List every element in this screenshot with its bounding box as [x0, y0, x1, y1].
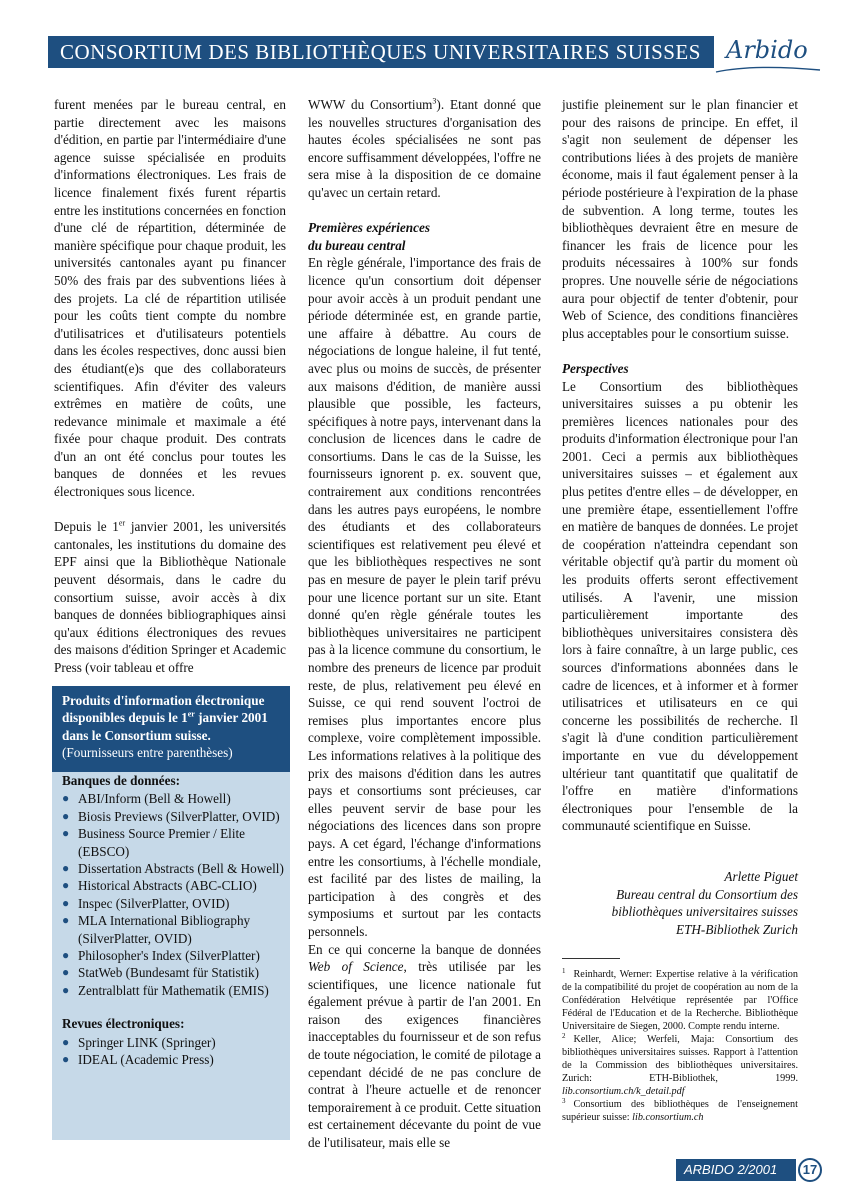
list-item: ● Springer LINK (Springer)	[62, 1034, 286, 1051]
list-item: ● Inspec (SilverPlatter, OVID)	[62, 895, 286, 912]
list-item: ● Biosis Previews (SilverPlatter, OVID)	[62, 808, 286, 825]
list-item: ● Business Source Premier / Elite (EBSCO)	[62, 825, 286, 860]
list-item: ● Historical Abstracts (ABC-CLIO)	[62, 877, 286, 894]
author-signature	[562, 868, 798, 938]
author-name: Arlette Piguet	[724, 869, 798, 884]
page-number: 17	[798, 1158, 822, 1182]
arbido-logo: Arbido	[726, 36, 808, 64]
column-2	[308, 96, 541, 1169]
products-box-body	[62, 772, 286, 1069]
col2-paragraph-2: En règle générale, l'importance des frais de licence qu'un consortium doit dépenser pour avoir accès à un produit pendant une période déterminée est, en grande partie, une affaire à débattre. Au cours de négociations de longue haleine, il fut tenté, avec plus ou moins de succès, de présenter aux maisons d'édition, de manière aussi plausible que possible, les facteurs, spécifiques à notre pays, intervenant dans la conclusion de licences dans le cadre de consortiums. Dans le cas de la Suisse, les fournisseurs ignorent p. ex. souvent que, contrairement aux conditions rencontrées dans les autres pays européens, le nombre des étudiants et des collaborateurs scientifiques est relativement peu élevé et que les bibliothèques respectives ne sont pas en mesure de payer le plein tarif prévu pour une licence portant sur un site. Etant donné qu'en règle générale toutes les bibliothèques universitaires ne participent pas à la licence commune du consortium, le nombre des preneurs de licence par produit reste, de plus, relativement peu élevé en Suisse, ce qui rend souvent l'octroi de remises plus importantes encore plus complexe, voire complètement impossible. Les informations relatives à la politique des prix des maisons d'édition dans les autres pays et consortiums sont précieuses, car elles peuvent servir de base pour les négociations des licences dans son propre pays. A cet égard, l'échange d'informations entre les consortiums, à l'échelle mondiale, est facilité par des listes de mailing, la participation à des congrès et des symposiums et surtout par les contacts personnels.	[308, 255, 541, 939]
col2-paragraph-1: WWW du Consortium$^3$). Etant donné que les nouvelles structures d'organisation des hautes écoles spécialisées ne sont pas encore suffisamment développées, l'offre ne sera mise à la disposition de ce domaine qu'avec un certain retard.	[308, 96, 541, 200]
column-3	[562, 96, 798, 853]
author-affiliation-3: ETH-Bibliothek Zurich	[676, 921, 798, 937]
footnote-2: $^2$ Keller, Alice; Werfeli, Maja: Consortium des bibliothèques universitaires suisses. Rapport à l'attention de la Commission des bibliothèques universitaires. Zurich: ETH-Bibliothek, 1999. lib.consortium.ch/k_detail.pdf	[562, 1031, 798, 1097]
products-box-subheading: (Fournisseurs entre parenthèses)	[62, 745, 233, 761]
list-item: ● ABI/Inform (Bell & Howell)	[62, 790, 286, 807]
list-item: ● Zentralblatt für Mathematik (EMIS)	[62, 982, 286, 999]
section-heading-perspectives: Perspectives	[562, 360, 629, 376]
col2-paragraph-3: En ce qui concerne la banque de données Web of Science, très utilisée par les scientifiques, une licence nationale fut également prévue à partir de l'an 2001. En raison des exigences financières inacceptables du fournisseur et de son refus de toute négociation, le comité de pilotage a cependant décidé de ne pas conclure de contrat à l'heure actuelle et de renoncer temporairement à ce produit. Cette situation est certainement décevante du point de vue de l'utilisateur, mais elle se	[308, 941, 541, 1151]
footnote-1: $^1$ Reinhardt, Werner: Expertise relative à la vérification de la compatibilité du projet de coopération au nom de la Confédération Helvétique représentée par l'Office Fédéral de l'Education et de la Recherche. Bibliothèque Universitaire de Siegen, 2000. Compte rendu interne.	[562, 966, 798, 1032]
author-affiliation-1: Bureau central du Consortium des	[616, 886, 798, 902]
list-item: ● StatWeb (Bundesamt für Statistik)	[62, 964, 286, 981]
journals-list	[62, 1034, 286, 1069]
section-heading-experiences: Premières expériences	[308, 220, 430, 236]
header-banner	[48, 36, 714, 68]
journals-heading: Revues électroniques:	[62, 1016, 185, 1032]
column-1	[54, 96, 286, 694]
author-affiliation-2: bibliothèques universitaires suisses	[611, 904, 798, 920]
databases-heading: Banques de données:	[62, 773, 180, 788]
databases-list	[62, 790, 286, 999]
col3-paragraph-2: Le Consortium des bibliothèques universitaires suisses a pu obtenir les premières licences nationales pour des produits d'information électronique pour l'an 2001. Ceci a permis aux bibliothèques universitaires suisses – et également aux plus petites d'entre elles – de développer, en une première étape, essentiellement l'offre en matière de banques de données. Le projet de coopération n'atteindra cependant son véritable objectif qu'à partir du moment où les produits offerts seront effectivement utilisés. A l'avenir, une mission particulièrement importante des bibliothèques universitaires consistera dès lors à faire connaître, à un large public, ces sources d'informations abonnées dans le cadre de licences, et à informer et à former utilisatrices et utilisateurs en ce qui concerne les possibilités de recherche. Il s'agit là d'une condition particulièrement importante en vue du développement ultérieur tant quantitatif que qualitatif de l'offre en matière d'informations électroniques pour l'ensemble de la communauté scientifique en Suisse.	[562, 378, 798, 834]
footer-issue-bar	[676, 1159, 796, 1181]
list-item: ● IDEAL (Academic Press)	[62, 1051, 286, 1068]
col3-paragraph-1: justifie pleinement sur le plan financier et pour des raisons de principe. En effet, il s'agit non seulement de dépenser les contributions liées à des projets de manière économe, mais il faut également penser à la période postérieure à l'expiration de la phase de subvention. A long terme, toutes les bibliothèques devraient être en mesure de financer les frais de licence pour les produits nécessaires à 100% sur fonds propres. Une nouvelle série de négociations aura pour objectif de tenter d'obtenir, pour Web of Science, des conditions financières plus acceptables pour le consortium suisse.	[562, 97, 798, 341]
logo-swoosh	[714, 66, 824, 76]
footnote-rule	[562, 958, 620, 959]
footnote-3: $^3$ Consortium des bibliothèques de l'enseignement supérieur suisse: lib.consortium.ch	[562, 1096, 798, 1123]
products-box-heading: Produits d'information électronique disponibles depuis le 1er janvier 2001 dans le Consortium suisse. (Fournisseurs entre parenthèses)	[52, 686, 290, 772]
col1-paragraph-1: furent menées par le bureau central, en partie directement avec les maisons d'édition, en partie par l'intermédiaire d'une agence suisse spécialisée en produits d'informations électroniques. Les frais de licence finalement fixés furent répartis entre les institutions concernées en fonction d'une clé de répartition, déterminée de manière spécifique pour chaque produit, les universités cantonales ayant pu financer 50% des frais par des subventions liées à des projets. La clé de répartition utilisée pour les coûts tient compte du nombre d'utilisatrices et d'utilisateurs potentiels dans les écoles respectives, donc aussi bien des étudiant(e)s que des collaborateurs scientifiques. Afin d'éviter des valeurs extrêmes en matière de coûts, une redevance minimale et maximale a été fixée pour chaque produit. Des contrats d'un an ont été conclus pour toutes les banques de données et les revues électroniques sous licence.	[54, 97, 286, 500]
list-item: ● MLA International Bibliography (SilverPlatter, OVID)	[62, 912, 286, 947]
col1-paragraph-2: Depuis le 1er janvier 2001, les universités cantonales, les institutions du domaine des EPF ainsi que la Bibliothèque Nationale peuvent désormais, dans le cadre du consortium suisse, avoir accès à dix banques de données bibliographiques ainsi qu'aux éditions électroniques des revues des maisons d'édition Springer et Academic Press (voir tableau et offre	[54, 518, 286, 675]
list-item: ● Philosopher's Index (SilverPlatter)	[62, 947, 286, 964]
footnotes	[562, 968, 798, 1124]
header-title: CONSORTIUM DES BIBLIOTHÈQUES UNIVERSITAIRES SUISSES	[60, 40, 701, 64]
issue-label: ARBIDO 2/2001	[684, 1162, 778, 1177]
list-item: ● Dissertation Abstracts (Bell & Howell)	[62, 860, 286, 877]
section-heading-experiences-2: du bureau central	[308, 237, 406, 253]
